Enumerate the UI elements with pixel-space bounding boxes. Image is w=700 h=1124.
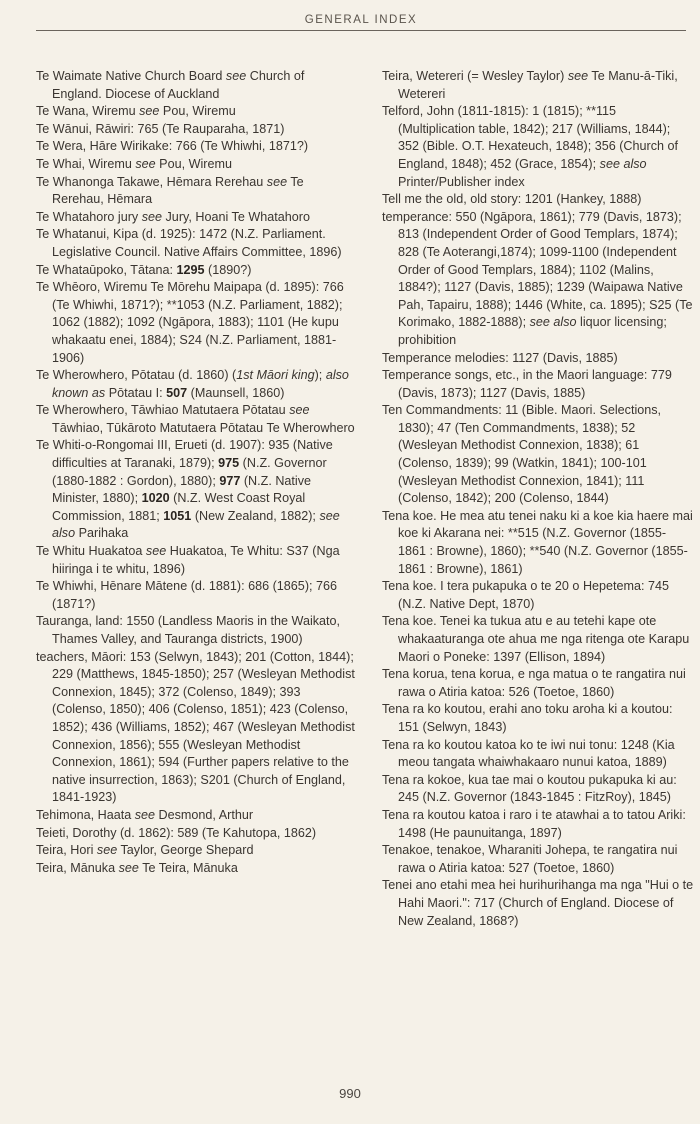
entry-text: Tena ra koutou katoa i raro i te atawhai a to tatou Ariki: 1498 (He paunuitanga, 1897): [382, 807, 686, 840]
cross-reference-term: see: [225, 69, 247, 83]
index-entry: [382, 877, 694, 930]
index-entry: [36, 279, 356, 367]
entry-text: Taylor, George Shepard: [117, 843, 254, 858]
bold-entry-number: 977: [219, 473, 241, 488]
entry-text: teachers, Māori: 153 (Selwyn, 1843); 201 (Cotton, 1844); 229 (Matthews, 1845-1850); 257 (Wesleyan Methodist Connexion, 1845); 372 (Colenso, 1849); 393 (Colenso, 1850); 406 (Colenso, 1851); 423 (Colenso, 1852); 436 (Williams, 1852); 467 (Wesleyan Methodist Connexion, 1856); 555 (Wesleyan Methodist Connexion, 1861); 594 (Further papers relative to the native insurrection, 1863); S201 (Church of England, 1841-1923): [36, 649, 355, 805]
index-column-right: [382, 68, 694, 930]
cross-reference-term: see: [135, 156, 156, 171]
entry-text: Te Whiti-o-Rongomai III, Erueti (d. 1907): 935 (Native difficulties at Taranaki, 1879);: [36, 438, 333, 471]
index-entry: [382, 772, 694, 807]
index-entry: [382, 191, 694, 209]
entry-text: Parihaka: [75, 526, 129, 541]
bold-entry-number: 975: [218, 456, 240, 471]
index-entry: [36, 209, 356, 227]
cross-reference-term: also known as: [52, 368, 349, 400]
index-entry: [36, 121, 356, 139]
entry-text: Te Wherowhero, Pōtatau (d. 1860) (: [36, 368, 237, 383]
entry-text: Tena ra ko koutou, erahi ano toku aroha ki a koutou: 151 (Selwyn, 1843): [382, 702, 673, 734]
cross-reference-term: see also: [52, 508, 340, 541]
entry-text: Pou, Wiremu: [155, 156, 232, 171]
entry-text: Jury, Hoani Te Whatahoro: [162, 209, 310, 224]
index-entry: [382, 578, 694, 613]
entry-text: Te Whanonga Takawe, Hēmara Rerehau: [36, 174, 267, 189]
entry-text: Te Wana, Wiremu: [36, 104, 140, 119]
entry-text: Te Rerehau, Hēmara: [52, 174, 304, 207]
index-entry: [36, 138, 356, 156]
index-entry: [36, 807, 356, 825]
index-entry: [36, 578, 356, 613]
entry-text: Tauranga, land: 1550 (Landless Maoris in the Waikato, Thames Valley, and Tauranga districts, 1900): [36, 614, 341, 646]
cross-reference-term: see: [141, 209, 163, 224]
entry-text: Te Manu-ā-Tiki, Wetereri: [398, 69, 678, 101]
entry-text: temperance: 550 (Ngāpora, 1861); 779 (Davis, 1873); 813 (Independent Order of Good Templars, 1874); 828 (Te Aoterangi,1874); 1099-1100 (Independent Order of Good Templars, 1884); 1102 (Malins, 1884?); 1127 (Davis, 1885); 1239 (Waipawa Native Pah, Tapairu, 1888); 1446 (White, ca. 1895); S25 (Te Korimako, 1882-1888);: [382, 209, 693, 330]
index-entry: [382, 350, 694, 368]
entry-text: Ten Commandments: 11 (Bible. Maori. Selections, 1830); 47 (Ten Commandments, 1838); 52 (Wesleyan Methodist Connexion, 1838); 61 (Colenso, 1839); 99 (Watkin, 1841); 100-101 (Wesleyan Methodist Connexion, 1841); 111 (Colenso, 1842); 200 (Colenso, 1844): [382, 403, 662, 506]
entry-text: (1890?): [204, 262, 252, 277]
index-entry: [36, 103, 356, 121]
cross-reference-term: see: [118, 860, 139, 875]
cross-reference-term: see: [567, 69, 589, 83]
index-entry: [36, 367, 356, 402]
index-entry: [36, 68, 356, 103]
index-entry: [36, 174, 356, 209]
index-entry: [382, 842, 694, 877]
entry-text: Church of England. Diocese of Auckland: [52, 69, 305, 101]
cross-reference-term: see: [139, 104, 160, 119]
entry-text: Te Whatahoro jury: [36, 209, 142, 224]
index-entry: [382, 701, 694, 736]
entry-text: Telford, John (1811-1815): 1 (1815); **115 (Multiplication table, 1842); 217 (Williams, 1844); 352 (Bible. O.T. Hexateuch, 1848); 356 (Church of England, 1848); 452 (Grace, 1854);: [382, 104, 679, 171]
entry-text: Temperance melodies: 1127 (Davis, 1885): [382, 350, 618, 365]
index-entry: [382, 103, 694, 191]
entry-text: Tena ra ko koutou katoa ko te iwi nui tonu: 1248 (Kia meou tangata whaiwhakaaro nunui katoa, 1889): [382, 737, 675, 770]
index-entry: [382, 68, 694, 103]
index-entry: [382, 402, 694, 508]
index-entry: [382, 209, 694, 350]
cross-reference-term: see: [289, 403, 310, 418]
entry-text: Desmond, Arthur: [155, 807, 254, 822]
index-entry: [382, 666, 694, 701]
running-header: GENERAL INDEX: [36, 14, 686, 31]
bold-entry-number: 1020: [141, 491, 170, 506]
cross-reference-term: see: [96, 843, 118, 858]
entry-text: Temperance songs, etc., in the Maori language: 779 (Davis, 1873); 1127 (Davis, 1885): [382, 368, 672, 400]
bold-entry-number: 507: [166, 385, 188, 400]
entry-text: Te Waimate Native Church Board: [36, 69, 226, 83]
index-entry: [36, 402, 356, 437]
index-entry: [382, 508, 694, 578]
cross-reference-term: 1st Māori king: [236, 368, 315, 383]
index-entry: [36, 649, 356, 807]
index-entry: [382, 613, 694, 666]
entry-text: Te Whiwhi, Hēnare Mātene (d. 1881): 686 (1865); 766 (1871?): [36, 579, 338, 611]
entry-text: );: [314, 368, 326, 383]
cross-reference-term: see: [134, 807, 156, 822]
entry-text: Pou, Wiremu: [159, 104, 236, 119]
entry-text: (N.Z. West Coast Royal Commission, 1881;: [52, 491, 306, 523]
index-entry: [36, 437, 356, 543]
entry-text: Teira, Hori: [36, 843, 97, 858]
entry-text: (N.Z. Native Minister, 1880);: [52, 473, 312, 506]
entry-text: Tena koe. Tenei ka tukua atu e au tetehi kape ote whakaaturanga ote ahua me nga ritenga ote Karapu Maori o Poneke: 1397 (Ellison, 1894): [382, 614, 690, 664]
entry-text: Te Teira, Mānuka: [138, 860, 238, 875]
index-entry: [36, 825, 356, 843]
cross-reference-term: see also: [529, 315, 577, 330]
cross-reference-term: see: [266, 174, 288, 189]
entry-text: Tehimona, Haata: [36, 807, 135, 822]
entry-text: Tena koe. I tera pukapuka o te 20 o Hepetema: 745 (N.Z. Native Dept, 1870): [382, 579, 670, 611]
entry-text: Te Wera, Hāre Wirikake: 766 (Te Whiwhi, 1871?): [36, 139, 309, 154]
bold-entry-number: 1295: [176, 262, 205, 277]
entry-text: Printer/Publisher index: [398, 174, 525, 189]
entry-text: Tena korua, tena korua, e nga matua o te rangatira nui rawa o Atiria katoa: 526 (Toetoe, 1860): [382, 667, 686, 699]
index-entry: [36, 262, 356, 280]
entry-text: Te Wānui, Rāwiri: 765 (Te Rauparaha, 1871): [36, 121, 285, 136]
entry-text: Tenei ano etahi mea hei hurihurihanga ma nga "Hui o te Hahi Maori.": 717 (Church of England. Diocese of New Zealand, 1868?): [382, 878, 694, 928]
cross-reference-term: see also: [599, 156, 647, 171]
entry-text: Tāwhiao, Tūkāroto Matutaera Pōtatau Te Wherowhero: [52, 420, 355, 435]
index-column-left: [36, 68, 356, 877]
entry-text: Huakatoa, Te Whitu: S37 (Nga hiiringa i te whitu, 1896): [52, 544, 340, 576]
entry-text: Pōtatau I:: [105, 385, 167, 400]
index-entry: [382, 367, 694, 402]
index-entry: [36, 226, 356, 261]
entry-text: (New Zealand, 1882);: [191, 508, 320, 523]
entry-text: Tell me the old, old story: 1201 (Hankey, 1888): [382, 192, 642, 207]
entry-text: Tena ra kokoe, kua tae mai o koutou pukapuka ki au: 245 (N.Z. Governor (1843-1845 : FitzRoy), 1845): [382, 772, 677, 805]
index-entry: [36, 543, 356, 578]
entry-text: (N.Z. Governor (1880-1882 : Gordon), 1880);: [52, 456, 327, 488]
entry-text: Teieti, Dorothy (d. 1862): 589 (Te Kahutopa, 1862): [36, 825, 317, 840]
entry-text: Tena koe. He mea atu tenei naku ki a koe kia haere mai koe ki Akarana nei: **515 (N.Z. Governor (1855-1861 : Browne), 1860); **540 (N.Z. Governor (1855-1861 : Browne), 1861): [382, 508, 693, 576]
index-entry: [36, 842, 356, 860]
entry-text: liquor licensing; prohibition: [398, 315, 667, 347]
entry-text: Te Whitu Huakatoa: [36, 544, 146, 559]
index-entry: [36, 613, 356, 648]
entry-text: Te Wherowhero, Tāwhiao Matutaera Pōtatau: [36, 403, 290, 418]
entry-text: Te Whēoro, Wiremu Te Mōrehu Maipapa (d. 1895): 766 (Te Whiwhi, 1871?); **1053 (N.Z. Parliament, 1882); 1062 (1882); 1092 (Ngāpora, 1883); 1101 (He kupu whakaatu enei, 1884); S24 (N.Z. Parliament, 1881-1906): [36, 280, 344, 365]
cross-reference-term: see: [145, 544, 167, 559]
entry-text: Te Whataūpoko, Tātana:: [36, 262, 177, 277]
entry-text: Teira, Mānuka: [36, 860, 119, 875]
entry-text: Te Whai, Wiremu: [36, 156, 136, 171]
entry-text: Teira, Wetereri (= Wesley Taylor): [382, 69, 568, 83]
page-number: 990: [339, 1086, 361, 1101]
entry-text: Te Whatanui, Kipa (d. 1925): 1472 (N.Z. Parliament. Legislative Council. Native Affairs Committee, 1896): [36, 227, 342, 259]
index-entry: [382, 807, 694, 842]
bold-entry-number: 1051: [163, 508, 192, 523]
index-entry: [382, 737, 694, 772]
index-entry: [36, 156, 356, 174]
entry-text: (Maunsell, 1860): [187, 385, 285, 400]
index-entry: [36, 860, 356, 878]
entry-text: Tenakoe, tenakoe, Wharaniti Johepa, te rangatira nui rawa o Atiria katoa: 527 (Toetoe, 1860): [382, 843, 678, 875]
